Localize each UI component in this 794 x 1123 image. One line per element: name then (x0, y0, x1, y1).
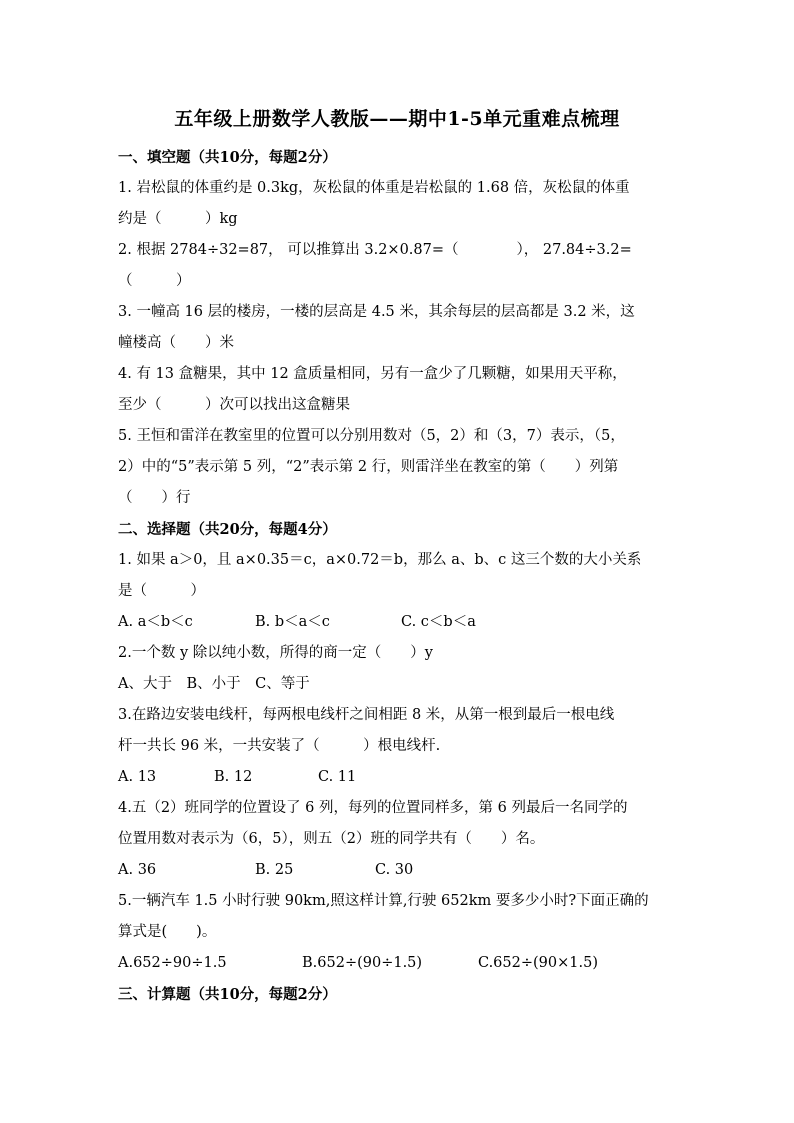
answer-option: B.652÷(90÷1.5) (302, 955, 423, 971)
question-text-line: A、大于 B、小于 C、等于 (118, 676, 310, 692)
section-heading: 三、计算题（共10分，每题2分） (118, 986, 337, 1003)
question-text-line: 4.五（2）班同学的位置设了 6 列，每列的位置同样多，第 6 列最后一名同学的 (118, 800, 628, 816)
question-text-line: 至少（ ）次可以找出这盒糖果 (118, 397, 350, 413)
question-text-line: 算式是( )。 (118, 924, 217, 940)
answer-option: B. 12 (214, 769, 253, 785)
answer-option: A. 36 (118, 862, 157, 878)
answer-options (118, 607, 678, 638)
answer-option: C. 30 (375, 862, 414, 878)
question-text-line: 5. 王恒和雷洋在教室里的位置可以分别用数对（5，2）和（3，7）表示，（5， (118, 428, 625, 444)
question-text-line: 1. 岩松鼠的体重约是 0.3kg，灰松鼠的体重是岩松鼠的 1.68 倍，灰松鼠的体重 (118, 180, 630, 196)
answer-options (118, 762, 678, 793)
question-text-line: 3. 一幢高 16 层的楼房，一楼的层高是 4.5 米，其余每层的层高都是 3.2 米，这 (118, 304, 635, 320)
question-text-line: 是（ ） (118, 583, 205, 599)
answer-option: A.652÷90÷1.5 (118, 955, 227, 971)
question-text-line: （ ）行 (118, 490, 191, 506)
question-text-line: 幢楼高（ ）米 (118, 335, 234, 351)
page-title: 五年级上册数学人教版——期中1-5单元重难点梳理 (174, 108, 620, 130)
question-text-line: 4. 有 13 盒糖果，其中 12 盒质量相同，另有一盒少了几颗糖，如果用天平称， (118, 366, 627, 382)
answer-option: A. a＜b＜c (118, 614, 193, 630)
question-text-line: （ ） (118, 273, 191, 289)
question-text-line: 3.在路边安装电线杆，每两根电线杆之间相距 8 米，从第一根到最后一根电线 (118, 707, 615, 723)
answer-options (118, 855, 678, 886)
section-heading: 二、选择题（共20分，每题4分） (118, 521, 337, 538)
answer-option: B. 25 (255, 862, 294, 878)
question-text-line: 1. 如果 a＞0，且 a×0.35＝c，a×0.72＝b，那么 a、b、c 这三个数的大小关系 (118, 552, 642, 568)
question-text-line: 位置用数对表示为（6，5），则五（2）班的同学共有（ ）名。 (118, 831, 545, 847)
question-text-line: 2. 根据 2784÷32=87， 可以推算出 3.2×0.87=（ ）， 27.84÷3.2= (118, 242, 632, 258)
answer-option: A. 13 (118, 769, 157, 785)
question-text-line: 2）中的“5”表示第 5 列，“2”表示第 2 行，则雷洋坐在教室的第（ ）列第 (118, 459, 619, 475)
question-text-line: 2.一个数 y 除以纯小数，所得的商一定（ ）y (118, 645, 433, 661)
answer-option: C.652÷(90×1.5) (478, 955, 598, 971)
answer-option: B. b＜a＜c (255, 614, 330, 630)
document-body (118, 142, 678, 1010)
question-text-line: 5.一辆汽车 1.5 小时行驶 90km,照这样计算,行驶 652km 要多少小时?下面正确的 (118, 893, 649, 909)
question-text-line: 杆一共长 96 米，一共安装了（ ）根电线杆. (118, 738, 441, 754)
section-heading: 一、填空题（共10分，每题2分） (118, 149, 337, 166)
question-text-line: 约是（ ）kg (118, 211, 238, 227)
answer-option: C. 11 (318, 769, 357, 785)
answer-option: C. c＜b＜a (401, 614, 476, 630)
answer-options (118, 948, 678, 979)
